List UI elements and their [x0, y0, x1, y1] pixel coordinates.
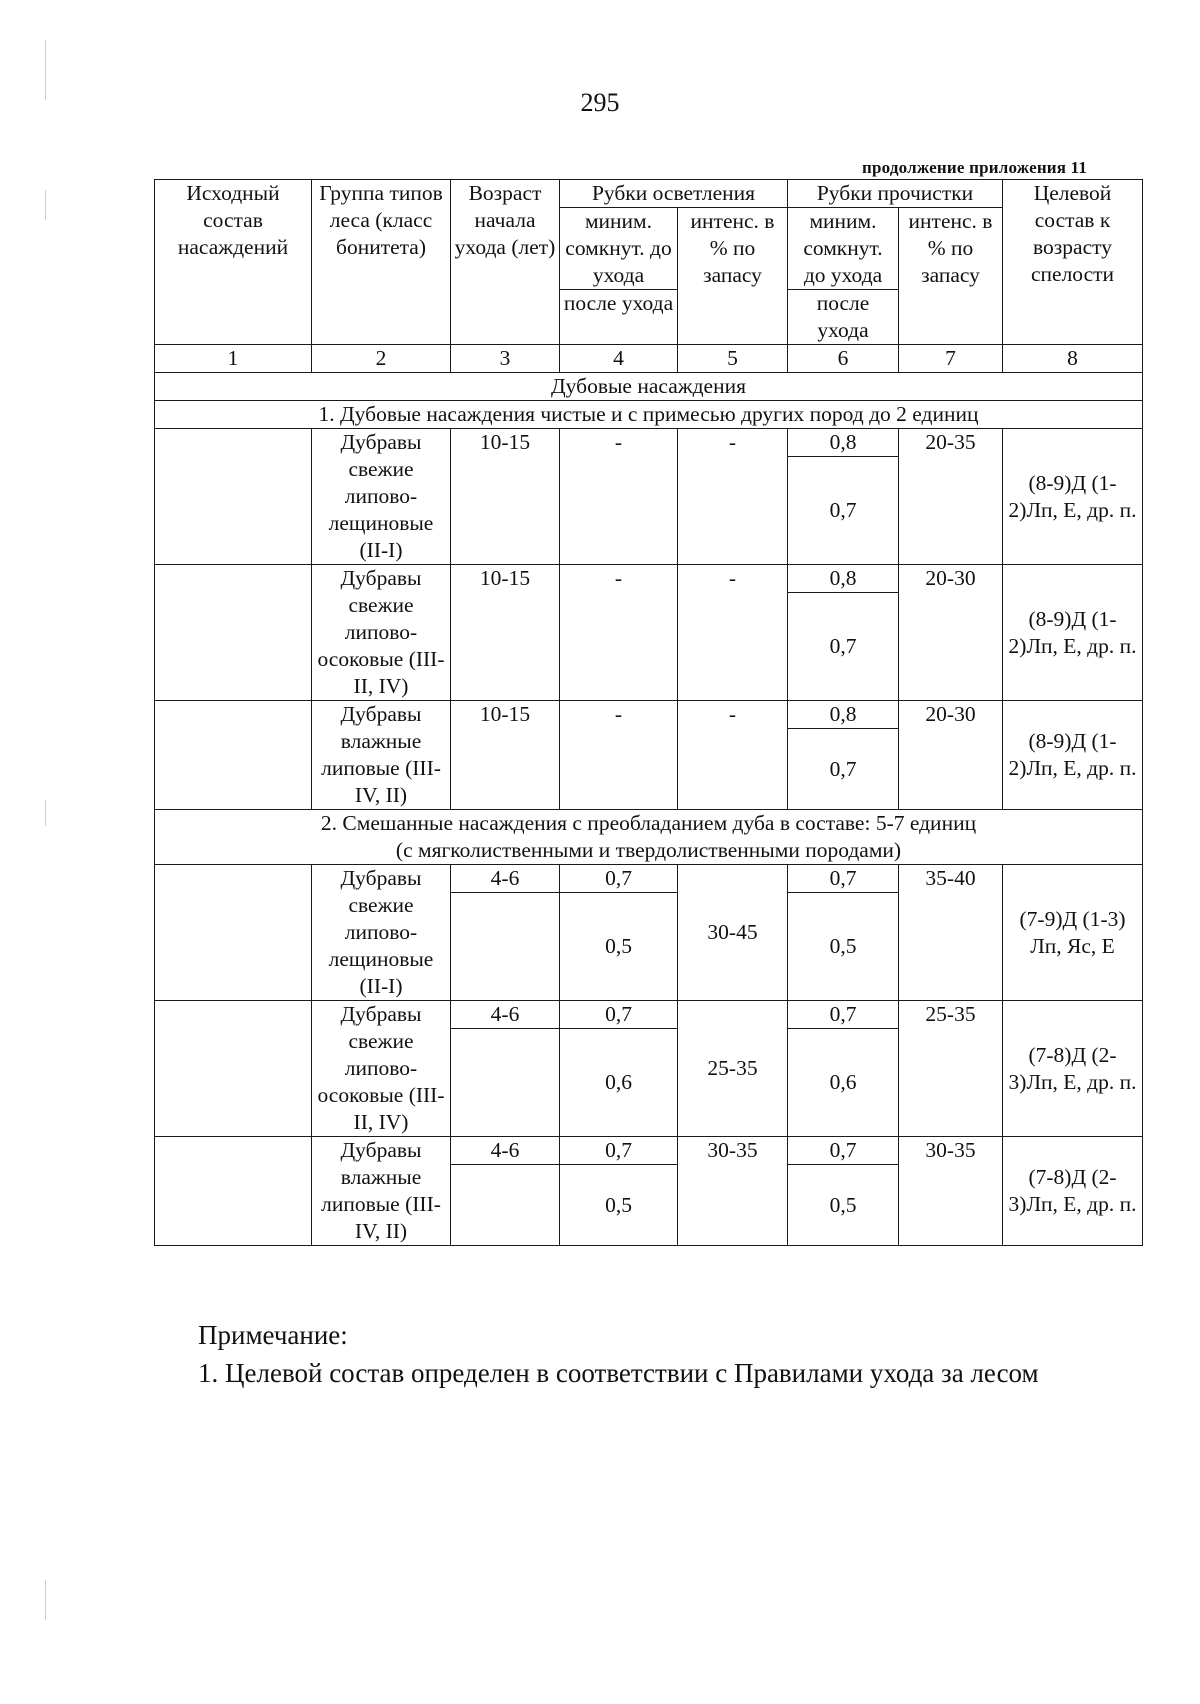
thin-min-cell: 0,8 [788, 429, 899, 457]
header-thin-after: после ухода [788, 290, 899, 345]
forest-type-cell: Дубравы влажные липовые (III-IV, II) [312, 701, 451, 810]
light-min-cell: - [560, 429, 678, 565]
thin-after-cell: 0,7 [788, 457, 899, 565]
light-min-cell: - [560, 701, 678, 810]
target-composition-cell: (7-8)Д (2-3)Лп, Е, др. п. [1003, 1001, 1143, 1137]
scan-edge-line [45, 190, 46, 220]
target-composition-cell: (8-9)Д (1-2)Лп, Е, др. п. [1003, 565, 1143, 701]
target-composition-cell: (8-9)Д (1-2)Лп, Е, др. п. [1003, 429, 1143, 565]
thin-min-cell: 0,7 [788, 1001, 899, 1029]
header-thin-intensity: интенс. в % по запасу [899, 208, 1003, 345]
header-light-min-density: миним. сомкнут. до ухода [560, 208, 678, 290]
light-intensity-cell: 25-35 [678, 1001, 788, 1137]
scan-edge-line [45, 800, 46, 826]
light-min-cell: 0,7 [560, 865, 678, 893]
note-heading: Примечание: [198, 1320, 348, 1350]
forest-type-cell: Дубравы свежие липово-осоковые (III-II, IV) [312, 565, 451, 701]
column-number: 5 [678, 345, 788, 373]
light-after-cell: 0,5 [560, 893, 678, 1001]
column-number: 8 [1003, 345, 1143, 373]
forest-type-cell: Дубравы свежие липово-лещиновые (II-I) [312, 865, 451, 1001]
light-intensity-cell: - [678, 701, 788, 810]
column-number: 7 [899, 345, 1003, 373]
table-cell-empty [155, 1137, 312, 1246]
thin-intensity-cell: 20-30 [899, 565, 1003, 701]
header-initial-composition: Исходный состав насаждений [155, 180, 312, 345]
thin-after-cell: 0,5 [788, 893, 899, 1001]
column-number: 4 [560, 345, 678, 373]
section-title-oak: Дубовые насаждения [155, 373, 1143, 401]
thin-intensity-cell: 35-40 [899, 865, 1003, 1001]
start-age-cell: 4-6 [451, 1137, 560, 1165]
light-intensity-cell: 30-35 [678, 1137, 788, 1246]
start-age-cell: 10-15 [451, 429, 560, 565]
forest-type-cell: Дубравы свежие липово-лещиновые (II-I) [312, 429, 451, 565]
header-thin-min-density: миним. сомкнут. до ухода [788, 208, 899, 290]
thin-min-cell: 0,7 [788, 1137, 899, 1165]
table-cell-empty [451, 1029, 560, 1137]
column-number: 6 [788, 345, 899, 373]
start-age-cell: 4-6 [451, 865, 560, 893]
thin-min-cell: 0,7 [788, 865, 899, 893]
target-composition-cell: (8-9)Д (1-2)Лп, Е, др. п. [1003, 701, 1143, 810]
light-intensity-cell: - [678, 429, 788, 565]
light-intensity-cell: - [678, 565, 788, 701]
thin-after-cell: 0,7 [788, 593, 899, 701]
thin-intensity-cell: 25-35 [899, 1001, 1003, 1137]
group2-title-line1: 2. Смешанные насаждения с преобладанием дуба в составе: 5-7 единиц [320, 811, 977, 835]
table-cell-empty [451, 1165, 560, 1246]
column-number: 3 [451, 345, 560, 373]
start-age-cell: 10-15 [451, 701, 560, 810]
forest-type-cell: Дубравы влажные липовые (III-IV, II) [312, 1137, 451, 1246]
header-target-composition: Целевой состав к возрасту спелости [1003, 180, 1143, 345]
thin-intensity-cell: 30-35 [899, 1137, 1003, 1246]
light-min-cell: 0,7 [560, 1137, 678, 1165]
light-after-cell: 0,5 [560, 1165, 678, 1246]
header-light-after: после ухода [560, 290, 678, 345]
column-number: 2 [312, 345, 451, 373]
table-cell-empty [155, 701, 312, 810]
column-number: 1 [155, 345, 312, 373]
header-light-intensity: интенс. в % по запасу [678, 208, 788, 345]
group1-title: 1. Дубовые насаждения чистые и с примесью других пород до 2 единиц [155, 401, 1143, 429]
page-number: 295 [580, 88, 620, 117]
table-cell-empty [155, 429, 312, 565]
group2-title [155, 810, 1143, 865]
forest-care-table [154, 179, 1143, 1246]
forest-type-cell: Дубравы свежие липово-осоковые (III-II, IV) [312, 1001, 451, 1137]
target-composition-cell: (7-8)Д (2-3)Лп, Е, др. п. [1003, 1137, 1143, 1246]
group2-title-line2: (с мягколиственными и твердолиственными породами) [395, 838, 902, 862]
thin-min-cell: 0,8 [788, 565, 899, 593]
light-intensity-cell: 30-45 [678, 865, 788, 1001]
scan-edge-line [45, 1580, 46, 1620]
start-age-cell: 4-6 [451, 1001, 560, 1029]
thin-after-cell: 0,7 [788, 729, 899, 810]
thin-after-cell: 0,6 [788, 1029, 899, 1137]
continuation-label: продолжение приложения 11 [862, 158, 1088, 177]
table-cell-empty [451, 893, 560, 1001]
table-cell-empty [155, 1001, 312, 1137]
table-cell-empty [155, 865, 312, 1001]
header-start-age: Возраст начала ухода (лет) [451, 180, 560, 345]
note-block [198, 1316, 1039, 1392]
table-cell-empty [155, 565, 312, 701]
note-item: 1. Целевой состав определен в соответствии с Правилами ухода за лесом [198, 1358, 1039, 1388]
light-min-cell: 0,7 [560, 1001, 678, 1029]
thin-intensity-cell: 20-30 [899, 701, 1003, 810]
thin-min-cell: 0,8 [788, 701, 899, 729]
header-forest-type-group: Группа типов леса (класс бонитета) [312, 180, 451, 345]
thin-intensity-cell: 20-35 [899, 429, 1003, 565]
light-min-cell: - [560, 565, 678, 701]
start-age-cell: 10-15 [451, 565, 560, 701]
header-light-cutting: Рубки осветления [560, 180, 788, 208]
thin-after-cell: 0,5 [788, 1165, 899, 1246]
target-composition-cell: (7-9)Д (1-3) Лп, Яс, Е [1003, 865, 1143, 1001]
light-after-cell: 0,6 [560, 1029, 678, 1137]
header-thinning-cutting: Рубки прочистки [788, 180, 1003, 208]
